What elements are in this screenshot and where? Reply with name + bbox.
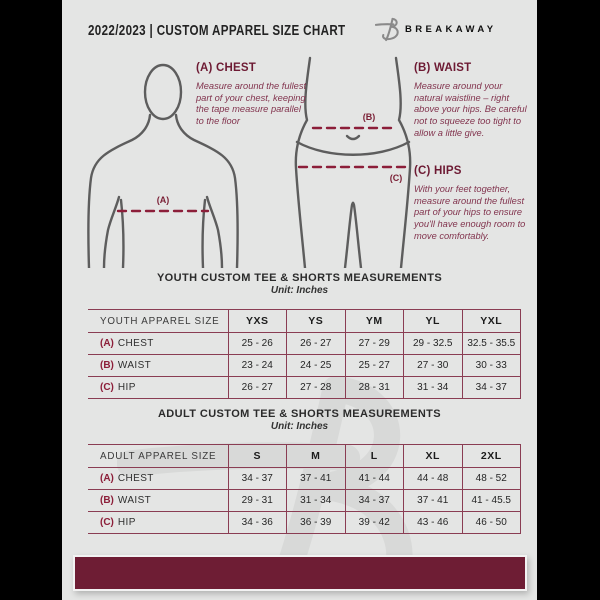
cell: 37 - 41 [404, 490, 463, 512]
cell: 34 - 37 [345, 490, 404, 512]
youth-table-unit: Unit: Inches [270, 285, 329, 296]
footer-bar [73, 555, 527, 591]
hips-guide-text: With your feet together, measure around the fullest part of your hips to ensure you'll have enough room to move comfortably. [414, 184, 526, 241]
row-marker: (A) [100, 473, 114, 484]
cell: 46 - 50 [462, 512, 521, 534]
hips-guide-section [414, 165, 530, 243]
cell: 26 - 27 [228, 377, 287, 399]
waistband-curve [297, 142, 409, 155]
row-marker: (B) [100, 495, 114, 506]
youth-size-table [88, 309, 521, 399]
chest-guide-text: Measure around the fullest part of your chest, keeping the tape measure parallel to the floor [196, 81, 307, 127]
chest-marker-label: (A) [156, 195, 170, 205]
cell: 34 - 37 [228, 468, 287, 490]
row-label: WAIST [117, 495, 152, 506]
cell: 29 - 31 [228, 490, 287, 512]
cell: 31 - 34 [404, 377, 463, 399]
youth-size-col: YXS [228, 310, 287, 333]
row-marker: (C) [100, 382, 114, 393]
size-chart-document [62, 0, 537, 600]
adult-header-row [88, 445, 521, 468]
cell: 27 - 29 [345, 333, 404, 355]
hips-guide-heading: (C) HIPS [414, 165, 462, 177]
navel-mark [347, 136, 359, 139]
youth-size-col: YL [404, 310, 463, 333]
youth-chest-row [88, 333, 521, 355]
adult-size-table [88, 444, 521, 534]
adult-size-col: 2XL [462, 445, 521, 468]
waist-guide-heading: (B) WAIST [414, 62, 472, 74]
youth-table-title-block [62, 272, 537, 296]
figure-head [145, 65, 181, 119]
cell: 36 - 39 [287, 512, 346, 534]
adult-table-unit: Unit: Inches [270, 421, 329, 432]
cell: 41 - 44 [345, 468, 404, 490]
youth-size-col: YS [287, 310, 346, 333]
youth-waist-row [88, 355, 521, 377]
lower-body-figure [293, 56, 413, 268]
row-label: WAIST [117, 360, 152, 371]
youth-header-row [88, 310, 521, 333]
row-marker: (A) [100, 338, 114, 349]
row-marker: (B) [100, 360, 114, 371]
cell: 29 - 32.5 [404, 333, 463, 355]
row-label: CHEST [117, 473, 154, 484]
cell: 25 - 27 [345, 355, 404, 377]
cell: 48 - 52 [462, 468, 521, 490]
youth-table-title: YOUTH CUSTOM TEE & SHORTS MEASUREMENTS [156, 272, 443, 284]
cell: 34 - 37 [462, 377, 521, 399]
adult-size-col: L [345, 445, 404, 468]
adult-size-col: S [228, 445, 287, 468]
waist-marker-label: (B) [362, 112, 376, 122]
youth-row-header: YOUTH APPAREL SIZE [88, 310, 228, 333]
adult-hip-row [88, 512, 521, 534]
brand-lockup [375, 16, 496, 42]
cell: 23 - 24 [228, 355, 287, 377]
chest-guide-heading: (A) CHEST [196, 62, 256, 74]
cell: 27 - 28 [287, 377, 346, 399]
cell: 31 - 34 [287, 490, 346, 512]
youth-size-col: YM [345, 310, 404, 333]
cell: 26 - 27 [287, 333, 346, 355]
row-label: HIP [117, 517, 136, 528]
adult-chest-row [88, 468, 521, 490]
cell: 41 - 45.5 [462, 490, 521, 512]
adult-table-title: ADULT CUSTOM TEE & SHORTS MEASUREMENTS [157, 408, 442, 420]
cell: 25 - 26 [228, 333, 287, 355]
cell: 39 - 42 [345, 512, 404, 534]
cell: 24 - 25 [287, 355, 346, 377]
document-title: 2022/2023 | CUSTOM APPAREL SIZE CHART [88, 22, 346, 39]
breakaway-b-logo-icon [375, 16, 399, 42]
adult-table-title-block [62, 408, 537, 432]
row-label: CHEST [117, 338, 154, 349]
adult-row-header: ADULT APPAREL SIZE [88, 445, 228, 468]
cell: 34 - 36 [228, 512, 287, 534]
cell: 30 - 33 [462, 355, 521, 377]
cell: 37 - 41 [287, 468, 346, 490]
waist-guide-section [414, 62, 530, 140]
adult-size-col: XL [404, 445, 463, 468]
chest-guide-section [196, 62, 308, 128]
row-marker: (C) [100, 517, 114, 528]
cell: 27 - 30 [404, 355, 463, 377]
cell: 43 - 46 [404, 512, 463, 534]
cell: 44 - 48 [404, 468, 463, 490]
waist-guide-text: Measure around your natural waistline – right above your hips. Be careful not to squeeze too tight to allow a little give. [414, 81, 527, 138]
youth-hip-row [88, 377, 521, 399]
brand-name: BREAKAWAY [405, 23, 497, 35]
cell: 28 - 31 [345, 377, 404, 399]
cell: 32.5 - 35.5 [462, 333, 521, 355]
row-label: HIP [117, 382, 136, 393]
adult-size-col: M [287, 445, 346, 468]
youth-size-col: YXL [462, 310, 521, 333]
hip-marker-label: (C) [389, 173, 403, 183]
adult-waist-row [88, 490, 521, 512]
